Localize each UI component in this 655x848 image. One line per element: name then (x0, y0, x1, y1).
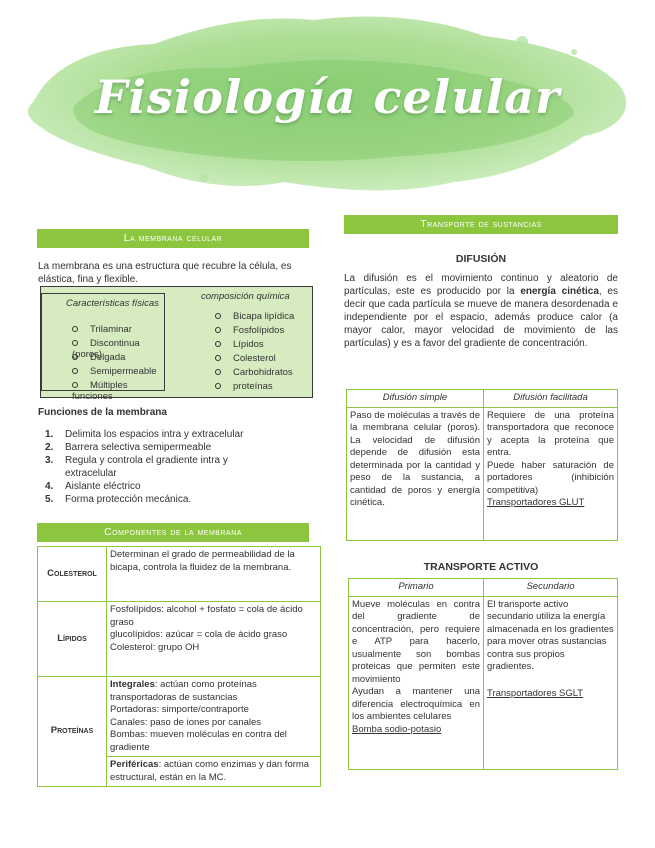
list-item: Carbohidratos (215, 367, 293, 378)
lipidos-text: Fosfolípidos: alcohol + fosfato = cola de ácido graso glucolípidos: azúcar = cola de ácido graso Colesterol: grupo OH (107, 602, 321, 677)
list-item: Lípidos (215, 339, 264, 350)
difusion-simple-title: Difusión simple (347, 390, 484, 408)
transporte-activo-title: TRANSPORTE ACTIVO (423, 561, 539, 573)
page-title: Fisiología celular (94, 70, 561, 124)
list-item: Trilaminar (72, 324, 132, 335)
list-item: 2. Barrera selectiva semipermeable (45, 442, 212, 453)
table-row (349, 596, 618, 769)
table-row (38, 547, 321, 602)
colesterol-label: Colesterol (38, 547, 107, 602)
list-item: Semipermeable (72, 366, 157, 377)
proteinas-perifericas: Periféricas: actúan como enzimas y dan forma estructural, están en la MC. (107, 757, 321, 787)
bullet-icon (72, 368, 78, 374)
membrana-intro: La membrana es una estructura que recubre la célula, es elástica, fina y flexible. (38, 261, 292, 285)
primario-title: Primario (349, 579, 484, 597)
list-item: Delgada (72, 352, 125, 363)
list-item: 5. Forma protección mecánica. (45, 494, 192, 505)
bullet-icon (215, 383, 221, 389)
list-item: Colesterol (215, 353, 276, 364)
bomba-link: Bomba sodio-potasio (352, 723, 442, 735)
bullet-icon (72, 340, 78, 346)
characteristics-box (40, 286, 313, 402)
section-header-transporte: Transporte de sustancias (344, 215, 618, 234)
componentes-table (37, 546, 321, 787)
difusion-table (346, 389, 618, 541)
list-item: proteínas (215, 381, 273, 392)
funciones-title: Funciones de la membrana (38, 407, 167, 418)
composicion-title: composición química (201, 291, 290, 302)
secundario-text: El transporte activo secundario utiliza la energía almacenada en los gradientes para mover otras sustancias contra sus propios gradientes. Transportadores SGLT (484, 596, 618, 769)
bullet-icon (72, 354, 78, 360)
funciones-list (45, 428, 275, 506)
bullet-icon (215, 369, 221, 375)
table-row (38, 677, 321, 757)
primario-text: Mueve moléculas en contra del gradiente de concentración, pero requiere e ATP para hacerlo, usualmente son bombas proteicas que permiten este movimiento Ayudan a mantener una diferencia electroquímica en los ambientes celulares Bomba sodio-potasio (349, 596, 484, 769)
difusion-simple-text: Paso de moléculas a través de la membrana celular (poros). La velocidad de difusión depende de difusión esta determinada por la cantidad y peso de la sustancia, a cantidad de poros y energía cinética. (347, 407, 484, 540)
glut-link: Transportadores GLUT (487, 497, 585, 508)
section-header-membrana: La membrana celular (37, 229, 309, 248)
list-item: 1. Delimita los espacios intra y extracelular (45, 429, 244, 440)
difusion-facilitada-text: Requiere de una proteína transportadora que reconoce y acepta la proteína que entra. Puede haber saturación de portadores (inhibición competitiva) Transportadores GLUT (484, 407, 618, 540)
list-item: Discontinua (poros) (72, 338, 140, 360)
lipidos-label: Lípidos (38, 602, 107, 677)
list-item: 3. Regula y controla el gradiente intra y extracelular (45, 455, 228, 479)
table-row (347, 407, 618, 540)
difusion-paragraph: La difusión es el movimiento continuo y aleatorio de partículas, este es producido por la energía cinética, es decir que cada partícula se mueve de manera desordenada e independiente por el espacio, además produce calor (a mayor calor, mayor velocidad de movimiento de las partículas) y es a favor del gradiente de concentración. (344, 273, 618, 349)
bullet-icon (215, 327, 221, 333)
caracteristicas-panel (41, 293, 165, 402)
bullet-icon (215, 341, 221, 347)
transporte-activo-table (348, 578, 618, 770)
bullet-icon (72, 326, 78, 332)
difusion-facilitada-title: Difusión facilitada (484, 390, 618, 408)
table-row (38, 602, 321, 677)
list-item: Fosfolípidos (215, 325, 284, 336)
section-header-componentes: Componentes de la membrana (37, 523, 309, 542)
table-row (349, 579, 618, 597)
difusion-title: DIFUSIÓN (455, 253, 507, 265)
caracteristicas-title: Características físicas (66, 298, 159, 309)
list-item: 4. Aislante eléctrico (45, 481, 141, 492)
proteinas-label: Proteínas (38, 677, 107, 787)
colesterol-text: Determinan el grado de permeabilidad de la bicapa, controla la fluidez de la membrana. (107, 547, 321, 602)
list-item: Bicapa lipídica (215, 311, 294, 322)
sglt-link: Transportadores SGLT (487, 687, 584, 699)
bullet-icon (72, 382, 78, 388)
list-item: Múltiples funciones (72, 380, 128, 402)
proteinas-integrales: Integrales: actúan como proteínas transportadoras de sustancias Portadoras: simporte/contraporte Canales: paso de iones por canales Bombas: mueven moléculas en contra del gradiente (107, 677, 321, 757)
bullet-icon (215, 355, 221, 361)
secundario-title: Secundario (484, 579, 618, 597)
table-row (347, 390, 618, 408)
bullet-icon (215, 313, 221, 319)
